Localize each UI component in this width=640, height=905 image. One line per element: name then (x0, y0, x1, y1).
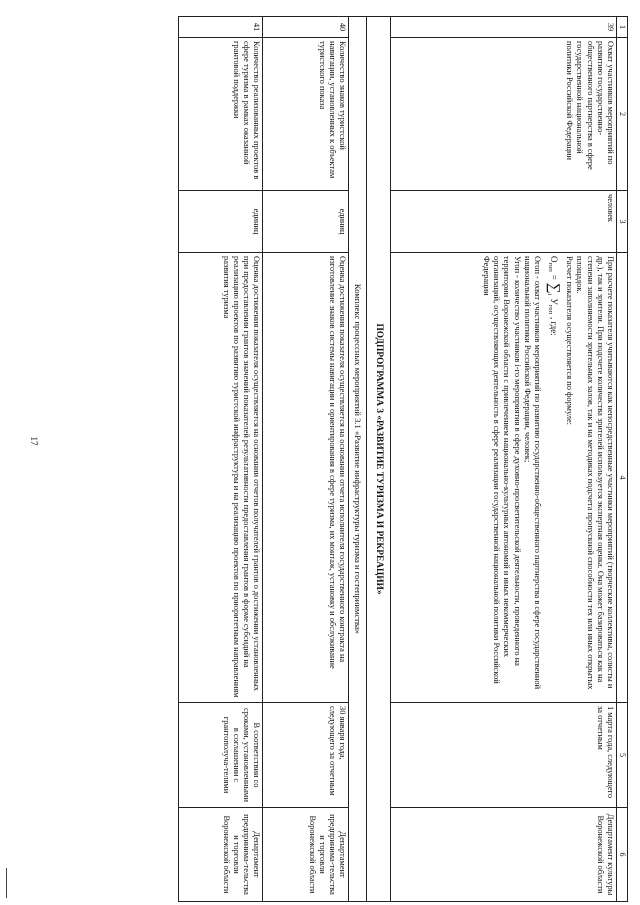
responsible: Департамент предпринима-тельства и торговли Воронежской области (179, 808, 263, 902)
method-def-2: Угоп - количество участников i-го мероприятия в сфере духовно-просветительской деятельности, проведенного на территории Воронежской области с привлечением национально-культурных автономий и иных некоммерческих организаций, осуществляющих деятельность в сфере реализации государственной национальной политики Российской Федерации (481, 256, 522, 684)
method-intro: При расчете показателя учитываются как непосредственные участники мероприятий (творческие коллективы, солисты и др.), так и зрители. При подсчете количества зрителей используется экспертная оценка. Она может базироваться как на степени заполняемости зрительных залов, так и на методиках подсчета пропускной способности тех или иных открытых площадок. (575, 256, 616, 690)
responsible: Департамент культуры Воронежской области (391, 808, 617, 902)
subsection-row (349, 17, 366, 902)
table-row-41 (179, 17, 263, 902)
indicator-name: Количество знаков туристской навигации, установленных к объектам туристского показа (263, 38, 349, 191)
page-number: 17 (29, 436, 39, 446)
formula-where: , где: (548, 316, 559, 336)
indicator-name: Количество реализованных проектов в сфере туризма в рамках оказанной грантовой поддержки (179, 38, 263, 191)
row-number: 41 (179, 17, 263, 38)
unit: единиц (179, 191, 263, 253)
formula-right: $У_{гоп}$ (547, 298, 560, 314)
deadline: В соответствии со сроками, установленными в соглашении с грантополуча-телями (179, 703, 263, 808)
calculation-method: Оценка достижения показателя осуществляется на основании отчета исполнителя государственного контракта на изготовление знаков системы навигации и ориентирования в сфере туризма, их монтаж, установку и обслуживание (263, 253, 349, 703)
formula-sigma: $\sum_i$ (546, 282, 562, 296)
header-cell-2: 2 (617, 38, 628, 191)
unit: единиц (263, 191, 349, 253)
row-number: 40 (263, 17, 349, 38)
unit: человек (391, 191, 617, 253)
header-cell-6: 6 (617, 808, 628, 902)
method-def-1: Огоп - охват участников мероприятий по развитию государственно-общественного партнерства в сфере государственной национальной политики Российской Федерации, человек; (522, 256, 543, 690)
footnote-line (6, 868, 7, 898)
deadline: 30 января года, следующего за отчетным (263, 703, 349, 808)
formula-left: $О_{гоп}$ (547, 256, 560, 272)
formula (545, 256, 561, 699)
row-number: 39 (391, 17, 617, 38)
header-cell-1: 1 (617, 17, 628, 38)
calculation-method: Оценка достижения показателя осуществляется на основании отчетов получателей грантов о достижении установленных при предоставлении грантов значений показателей результативности предоставления грантов в форме субсидий на реализацию проектов по развитию туристской инфраструктуры и на реализацию проектов по приоритетным направлениям развития туризма (179, 253, 263, 703)
header-cell-3: 3 (617, 191, 628, 253)
method-formula-intro: Расчет показателя осуществляется по формуле: (565, 256, 575, 425)
indicator-name: Охват участников мероприятий по развитию государственно-общественного партнерства в сфере государственной национальной политики Российской Федерации (391, 38, 617, 191)
subsection-title: Комплекс процессных мероприятий 3.1 «Развитие инфраструктуры туризма и гостеприимства» (349, 17, 366, 902)
table-row-40 (263, 17, 349, 902)
calculation-method (391, 253, 617, 703)
responsible: Департамент предпринима-тельства и торговли Воронежской области (263, 808, 349, 902)
header-cell-5: 5 (617, 703, 628, 808)
indicator-table (178, 16, 628, 902)
section-title: ПОДПРОГРАММА 3 «РАЗВИТИЕ ТУРИЗМА И РЕКРЕАЦИИ» (366, 17, 390, 902)
header-cell-4: 4 (617, 253, 628, 703)
section-row (366, 17, 390, 902)
table-row-39 (391, 17, 617, 902)
formula-eq: = (548, 274, 559, 280)
header-row (617, 17, 628, 902)
deadline: 1 марта года, следующего за отчетным (391, 703, 617, 808)
rotated-landscape-table (16, 16, 628, 901)
